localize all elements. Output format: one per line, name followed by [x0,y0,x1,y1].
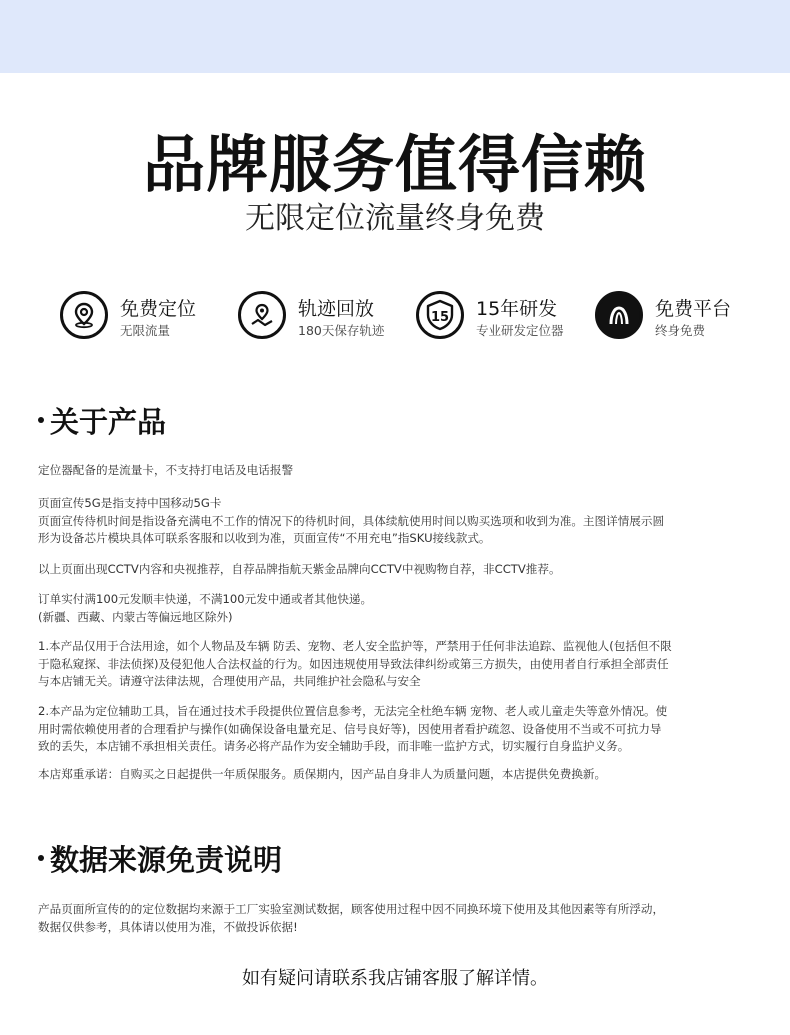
location-pin-icon [60,291,108,339]
top-banner-band [0,0,790,73]
text-line: 定位器配备的是流量卡，不支持打电话及电话报警 [38,463,294,477]
hero-subtitle: 无限定位流量终身免费 [245,201,545,236]
text-line: 2.本产品为定位辅助工具，旨在通过技术手段提供位置信息参考，无法完全杜绝车辆 宠物、老人或儿童走失等意外情况。使 [38,704,668,718]
feature-subtitle: 180天保存轨迹 [298,323,385,338]
about-paragraph [38,561,768,579]
feature-title: 免费平台 [655,298,732,320]
contact-notice: 如有疑问请联系我店铺客服了解详情。 [242,968,548,989]
feature-subtitle: 终身免费 [655,323,706,338]
about-paragraph [38,462,768,480]
feature-row [60,288,760,348]
about-section-title [38,400,166,441]
platform-arch-icon [595,291,643,339]
disclaimer-section-title [38,838,282,879]
text-line: (新疆、西藏、内蒙古等偏远地区除外) [38,609,233,624]
text-line: 以上页面出现CCTV内容和央视推荐，自荐品牌指航天紫金品牌向CCTV中视购物自荐，非CCTV推荐。 [38,562,561,576]
text-line: 产品页面所宣传的的定位数据均来源于工厂实验室测试数据，顾客使用过程中因不同换环境下使用及其他因素等有所浮动， [38,902,665,916]
text-line: 用时需依赖使用者的合理看护与操作(如确保设备电量充足、信号良好等)，因使用者看护疏忽、设备使用不当或不可抗力导 [38,721,662,736]
feature-title: 免费定位 [120,298,197,320]
bullet-dot [38,417,44,423]
text-line: 与本店铺无关。请遵守法律法规，合理使用产品，共同维护社会隐私与安全 [38,674,421,688]
disclaimer-paragraph [38,901,768,936]
text-line: 页面宣传5G是指支持中国移动5G卡 [38,496,222,510]
about-paragraph [38,766,768,784]
shield-15-icon [416,291,464,339]
hero-title: 品牌服务值得信赖 [142,128,647,201]
bullet-dot [38,855,44,861]
about-paragraph [38,703,768,756]
text-line: 数据仅供参考，具体请以使用为准，不做投诉依据! [38,919,298,934]
disclaimer-title-text: 数据来源免责说明 [50,843,283,877]
text-line: 致的丢失，本店铺不承担相关责任。请务必将产品作为安全辅助手段，而非唯一监护方式，切实履行自身监护义务。 [38,739,630,753]
text-line: 形为设备芯片模块具体可联系客服和以收到为准，页面宣传“不用充电”指SKU接线款式。 [38,531,491,545]
feature-title: 15年研发 [476,298,558,320]
text-line: 于隐私窥探、非法侦探)及侵犯他人合法权益的行为。如因违规使用导致法律纠纷或第三方损失，由使用者自行承担全部责任 [38,656,669,671]
about-paragraph [38,638,768,691]
text-line: 订单实付满100元发顺丰快递，不满100元发中通或者其他快递。 [38,592,373,606]
text-line: 1.本产品仅用于合法用途，如个人物品及车辆 防丢、宠物、老人安全监护等，严禁用于任何非法追踪、监视他人(包括但不限 [38,639,672,653]
text-line: 本店郑重承诺：自购买之日起提供一年质保服务。质保期内，因产品自身非人为质量问题，本店提供免费换新。 [38,767,607,781]
about-title-text: 关于产品 [50,405,167,439]
feature-subtitle: 无限流量 [120,323,171,338]
shield-15-text: 15 [430,310,450,325]
text-line: 页面宣传待机时间是指设备充满电不工作的情况下的待机时间，具体续航使用时间以购买选项和收到为准。主图详情展示圆 [38,513,665,528]
about-paragraph [38,591,768,626]
feature-title: 轨迹回放 [298,298,375,320]
about-paragraph [38,495,768,548]
route-track-icon [238,291,286,339]
feature-subtitle: 专业研发定位器 [476,323,564,338]
